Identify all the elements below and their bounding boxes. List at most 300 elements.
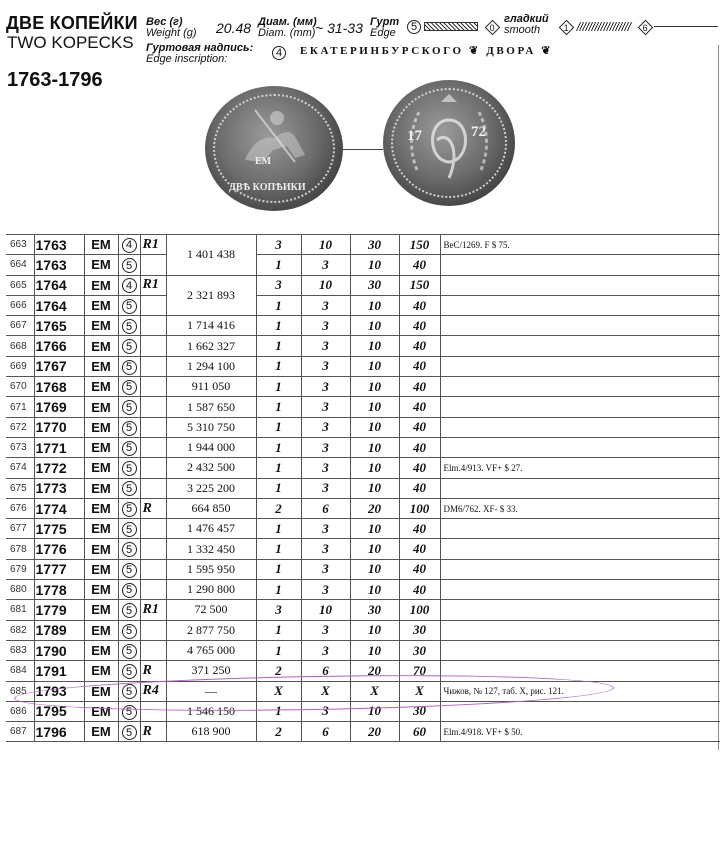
price-vf-cell: 3 [301,377,350,397]
edge-cell [118,620,140,640]
catalog-number: 682 [6,620,34,640]
edge-type-badge: 5 [122,380,137,395]
edge-type-badge: 5 [122,664,137,679]
mintage-cell: 1 595 950 [166,559,256,579]
reverse-year-right: 72 [471,124,486,140]
price-xf-cell: 10 [350,336,399,356]
price-vf-cell: X [301,681,350,701]
table-row [6,377,720,397]
price-f-cell: 1 [256,397,301,417]
year-cell: 1796 [34,722,84,742]
diameter-label [258,17,317,39]
reeded-edge-pattern-icon [424,22,478,31]
price-xf-cell: 10 [350,316,399,336]
price-f-cell: 1 [256,377,301,397]
mint-cell: ЕМ [84,661,118,681]
edge-type-badge: 5 [122,258,137,273]
year-cell: 1763 [34,255,84,275]
mintage-cell: 911 050 [166,377,256,397]
price-xf-cell: 10 [350,295,399,315]
edge-cell [118,458,140,478]
table-row [6,600,720,620]
price-vf-cell: 3 [301,580,350,600]
rarity-cell: R1 [140,275,166,295]
price-f-cell: 1 [256,437,301,457]
mint-cell: ЕМ [84,336,118,356]
catalog-number: 683 [6,640,34,660]
price-unc-cell: 100 [399,600,440,620]
price-xf-cell: 10 [350,620,399,640]
table-row [6,519,720,539]
price-xf-cell: 10 [350,255,399,275]
price-unc-cell: 70 [399,661,440,681]
edge-cell [118,397,140,417]
price-unc-cell: 40 [399,356,440,376]
edge-cell [118,295,140,315]
notes-cell: ВеС/1269. F $ 75. [440,235,720,255]
price-unc-cell: 40 [399,336,440,356]
notes-cell [440,701,720,721]
coin-connector-line [343,149,383,150]
mintage-cell: 1 546 150 [166,701,256,721]
catalog-number: 670 [6,377,34,397]
table-row [6,417,720,437]
price-vf-cell: 3 [301,397,350,417]
smooth-label [504,14,549,36]
title-english: TWO KOPECKS [7,33,134,52]
rarity-cell [140,336,166,356]
edge-type-badge: 5 [122,624,137,639]
price-f-cell: 3 [256,600,301,620]
price-vf-cell: 3 [301,620,350,640]
edge-cell [118,661,140,681]
weight-label-ru: Вес (г) [146,16,183,28]
diameter-label-en: Diam. (mm) [258,27,316,39]
mint-cell: ЕМ [84,539,118,559]
weight-label [146,17,197,39]
table-row [6,255,720,275]
edge-type-badge: 5 [122,461,137,476]
mintage-cell: 3 225 200 [166,478,256,498]
catalog-number: 663 [6,235,34,255]
edge-label [370,17,399,39]
table-row [6,235,720,255]
price-f-cell: 3 [256,275,301,295]
price-unc-cell: 40 [399,519,440,539]
price-xf-cell: 30 [350,275,399,295]
price-unc-cell: 40 [399,397,440,417]
table-row [6,295,720,315]
mint-cell: ЕМ [84,600,118,620]
price-f-cell: 1 [256,417,301,437]
rarity-cell: R [140,498,166,518]
price-vf-cell: 3 [301,336,350,356]
rarity-cell: R1 [140,600,166,620]
notes-cell [440,640,720,660]
rarity-cell [140,377,166,397]
mint-cell: ЕМ [84,701,118,721]
price-unc-cell: 30 [399,640,440,660]
mintage-cell: 1 476 457 [166,519,256,539]
notes-cell [440,559,720,579]
mint-cell: ЕМ [84,235,118,255]
year-cell: 1766 [34,336,84,356]
notes-cell [440,336,720,356]
price-vf-cell: 10 [301,275,350,295]
price-xf-cell: 30 [350,235,399,255]
edge-type-badge: 4 [122,238,137,253]
coin-obverse-image [205,86,343,211]
year-cell: 1771 [34,437,84,457]
table-row [6,539,720,559]
edge-type-badge: 5 [122,603,137,618]
edge-type-1-diamond-icon [559,20,575,36]
edge-type-badge: 5 [122,684,137,699]
mintage-cell: 664 850 [166,498,256,518]
notes-cell [440,519,720,539]
price-f-cell: 1 [256,458,301,478]
mintage-cell: 1 401 438 [166,235,256,276]
price-f-cell: 1 [256,620,301,640]
table-row [6,498,720,518]
price-f-cell: X [256,681,301,701]
edge-type-badge: 5 [122,522,137,537]
price-vf-cell: 10 [301,235,350,255]
price-f-cell: 1 [256,519,301,539]
catalog-number: 671 [6,397,34,417]
price-f-cell: 3 [256,235,301,255]
notes-cell [440,620,720,640]
table-row [6,437,720,457]
notes-cell [440,316,720,336]
mintage-cell: 2 432 500 [166,458,256,478]
mintage-cell: 5 310 750 [166,417,256,437]
price-unc-cell: 40 [399,437,440,457]
rarity-cell [140,580,166,600]
table-row [6,397,720,417]
year-cell: 1773 [34,478,84,498]
notes-cell [440,417,720,437]
edge-type-badge: 5 [122,339,137,354]
edge-type-badge: 5 [122,644,137,659]
mint-cell: ЕМ [84,356,118,376]
rarity-cell [140,356,166,376]
edge-cell [118,437,140,457]
year-cell: 1765 [34,316,84,336]
catalog-number: 666 [6,295,34,315]
notes-cell [440,255,720,275]
rarity-cell [140,539,166,559]
year-cell: 1774 [34,498,84,518]
mint-cell: ЕМ [84,640,118,660]
mintage-cell: 1 290 800 [166,580,256,600]
price-f-cell: 2 [256,661,301,681]
catalog-number: 685 [6,681,34,701]
table-row [6,316,720,336]
price-unc-cell: 40 [399,417,440,437]
price-unc-cell: 40 [399,580,440,600]
edge-type-badge: 4 [122,278,137,293]
price-vf-cell: 6 [301,498,350,518]
edge-cell [118,580,140,600]
edge-cell [118,498,140,518]
notes-cell [440,377,720,397]
mint-cell: ЕМ [84,275,118,295]
mint-cell: ЕМ [84,417,118,437]
rarity-cell [140,437,166,457]
price-vf-cell: 3 [301,356,350,376]
price-unc-cell: 60 [399,722,440,742]
edge-cell [118,478,140,498]
edge-type-badge: 5 [122,319,137,334]
rarity-cell [140,255,166,275]
edge-cell [118,722,140,742]
price-xf-cell: 10 [350,519,399,539]
mint-cell: ЕМ [84,478,118,498]
price-xf-cell: 10 [350,539,399,559]
mintage-cell: 72 500 [166,600,256,620]
catalog-number: 673 [6,437,34,457]
price-xf-cell: 30 [350,600,399,620]
smooth-label-ru: гладкий [504,13,549,25]
hatched-edge-pattern-icon [576,22,634,31]
rarity-cell [140,316,166,336]
mint-cell: ЕМ [84,722,118,742]
price-f-cell: 1 [256,336,301,356]
price-f-cell: 1 [256,640,301,660]
rarity-cell [140,478,166,498]
catalog-number: 669 [6,356,34,376]
edge-type-badge: 5 [122,299,137,314]
price-xf-cell: 10 [350,640,399,660]
diameter-label-ru: Диам. (мм) [258,16,317,28]
notes-cell [440,295,720,315]
mint-cell: ЕМ [84,316,118,336]
price-vf-cell: 3 [301,255,350,275]
obverse-mint-mark: ЕМ [255,156,272,167]
notes-cell [440,397,720,417]
year-cell: 1779 [34,600,84,620]
edge-type-badge: 5 [122,542,137,557]
notes-cell [440,580,720,600]
smooth-label-en: smooth [504,24,541,36]
rarity-cell [140,417,166,437]
catalog-number: 672 [6,417,34,437]
edge-label-ru: Гурт [370,16,400,28]
catalog-number: 681 [6,600,34,620]
price-f-cell: 1 [256,316,301,336]
catalog-number: 679 [6,559,34,579]
edge-cell [118,377,140,397]
mint-cell: ЕМ [84,437,118,457]
notes-cell: Чижов, № 127, таб. X, рис. 121. [440,681,720,701]
table-row [6,275,720,295]
edge-type-6-label: 6 [642,22,649,33]
price-xf-cell: 20 [350,661,399,681]
weight-label-en: Weight (g) [146,27,197,39]
price-unc-cell: 40 [399,316,440,336]
diameter-value: ~ 31-33 [315,20,363,36]
price-f-cell: 1 [256,356,301,376]
year-cell: 1778 [34,580,84,600]
mintage-cell: 1 294 100 [166,356,256,376]
price-unc-cell: 40 [399,559,440,579]
price-xf-cell: 20 [350,498,399,518]
mintage-cell: 1 587 650 [166,397,256,417]
edge-cell [118,559,140,579]
mintage-cell: 2 321 893 [166,275,256,316]
price-f-cell: 2 [256,722,301,742]
price-xf-cell: 10 [350,559,399,579]
mint-cell: ЕМ [84,580,118,600]
price-xf-cell: 10 [350,377,399,397]
mint-cell: ЕМ [84,255,118,275]
year-cell: 1793 [34,681,84,701]
notes-cell [440,478,720,498]
edge-type-badge: 5 [122,563,137,578]
price-unc-cell: 40 [399,539,440,559]
edge-cell [118,539,140,559]
rarity-cell [140,295,166,315]
price-xf-cell: 10 [350,458,399,478]
edge-inscription-label-ru: Гуртовая надпись: [146,42,254,54]
catalog-number: 687 [6,722,34,742]
catalog-number: 665 [6,275,34,295]
table-row [6,722,720,742]
edge-type-badge: 5 [122,360,137,375]
price-xf-cell: 10 [350,397,399,417]
table-row [6,458,720,478]
price-vf-cell: 3 [301,539,350,559]
edge-cell [118,600,140,620]
year-cell: 1775 [34,519,84,539]
edge-type-0-diamond-icon [485,20,501,36]
mintage-cell: 618 900 [166,722,256,742]
price-unc-cell: 30 [399,620,440,640]
rarity-cell: R4 [140,681,166,701]
edge-inscription-text: ЕКАТЕРИНБУРСКОГО ❦ ДВОРА ❦ [300,45,554,57]
edge-type-badge: 5 [122,502,137,517]
price-unc-cell: 150 [399,275,440,295]
coin-reverse-image [383,80,515,206]
year-cell: 1770 [34,417,84,437]
mint-cell: ЕМ [84,377,118,397]
price-unc-cell: 40 [399,295,440,315]
price-unc-cell: 100 [399,498,440,518]
rarity-cell: R [140,722,166,742]
price-vf-cell: 3 [301,437,350,457]
price-xf-cell: 10 [350,437,399,457]
edge-type-0-label: 0 [489,22,496,33]
edge-type-1-label: 1 [563,22,570,33]
price-f-cell: 1 [256,539,301,559]
catalog-number: 680 [6,580,34,600]
price-vf-cell: 6 [301,722,350,742]
table-row [6,336,720,356]
edge-cell [118,640,140,660]
edge-cell [118,275,140,295]
notes-cell [440,437,720,457]
price-xf-cell: X [350,681,399,701]
edge-type-badge: 5 [122,705,137,720]
price-vf-cell: 3 [301,701,350,721]
edge-label-en: Edge [370,27,396,39]
price-xf-cell: 10 [350,478,399,498]
notes-cell: DM6/762. XF- $ 33. [440,498,720,518]
price-vf-cell: 3 [301,295,350,315]
catalog-table [6,234,720,742]
catalog-number: 677 [6,519,34,539]
mintage-cell: — [166,681,256,701]
price-vf-cell: 3 [301,478,350,498]
edge-type-6-diamond-icon [638,20,654,36]
notes-cell [440,600,720,620]
year-cell: 1763 [34,235,84,255]
year-cell: 1790 [34,640,84,660]
catalog-number: 678 [6,539,34,559]
price-vf-cell: 3 [301,458,350,478]
mint-cell: ЕМ [84,519,118,539]
year-cell: 1764 [34,295,84,315]
catalog-number: 667 [6,316,34,336]
price-f-cell: 1 [256,701,301,721]
title-russian: ДВЕ КОПЕЙКИ [6,13,138,33]
price-vf-cell: 3 [301,316,350,336]
price-xf-cell: 20 [350,722,399,742]
catalog-number: 664 [6,255,34,275]
year-cell: 1764 [34,275,84,295]
year-cell: 1789 [34,620,84,640]
edge-type-5-badge: 5 [407,20,421,34]
inscription-type-badge: 4 [272,46,286,60]
edge-cell [118,336,140,356]
rarity-cell [140,559,166,579]
mintage-cell: 4 765 000 [166,640,256,660]
catalog-number: 668 [6,336,34,356]
rarity-cell [140,458,166,478]
table-row [6,478,720,498]
reverse-year-left: 17 [407,128,422,144]
price-f-cell: 1 [256,478,301,498]
mint-cell: ЕМ [84,681,118,701]
mintage-cell: 1 944 000 [166,437,256,457]
edge-cell [118,356,140,376]
year-cell: 1768 [34,377,84,397]
rarity-cell [140,397,166,417]
table-row [6,580,720,600]
edge-type-badge: 5 [122,400,137,415]
edge-type-badge: 5 [122,421,137,436]
edge-cell [118,316,140,336]
edge-type-badge: 5 [122,725,137,740]
notes-cell [440,356,720,376]
year-cell: 1791 [34,661,84,681]
price-f-cell: 1 [256,255,301,275]
year-cell: 1772 [34,458,84,478]
mint-cell: ЕМ [84,559,118,579]
notes-cell [440,539,720,559]
catalog-number: 684 [6,661,34,681]
rarity-cell [140,519,166,539]
table-row [6,620,720,640]
rarity-cell [140,640,166,660]
catalog-number: 674 [6,458,34,478]
price-unc-cell: 150 [399,235,440,255]
catalog-number: 675 [6,478,34,498]
price-unc-cell: 40 [399,377,440,397]
obverse-legend: ДВѢ КОПѢИКИ [229,182,306,193]
price-xf-cell: 10 [350,417,399,437]
